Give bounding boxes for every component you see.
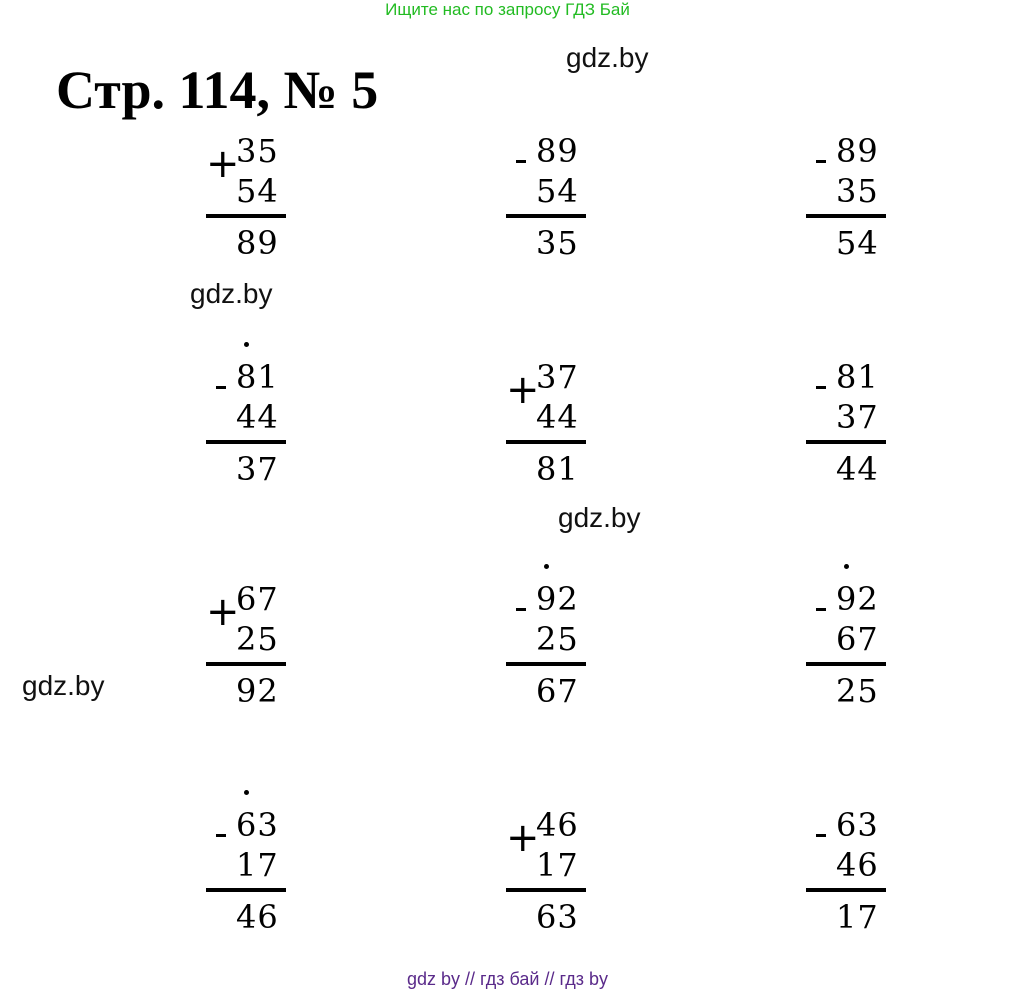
second-operand: 35 bbox=[836, 172, 879, 210]
sum-line bbox=[206, 662, 286, 666]
watermark: gdz.by bbox=[558, 502, 641, 533]
minus-sign bbox=[216, 386, 226, 389]
plus-sign: + bbox=[206, 589, 240, 635]
second-operand: 44 bbox=[236, 398, 279, 436]
minus-sign bbox=[816, 386, 826, 389]
second-operand: 17 bbox=[536, 846, 579, 884]
second-operand: 25 bbox=[236, 620, 279, 658]
first-operand: 81 bbox=[236, 358, 279, 396]
result-value: 37 bbox=[236, 450, 279, 488]
plus-sign: + bbox=[506, 367, 540, 413]
result-value: 46 bbox=[236, 898, 279, 936]
column-problem bbox=[806, 580, 916, 720]
first-operand: 89 bbox=[836, 132, 879, 170]
column-problem bbox=[806, 358, 916, 498]
sum-line bbox=[806, 888, 886, 892]
watermark: gdz.by bbox=[190, 278, 273, 309]
top-banner: Ищите нас по запросу ГДЗ Бай bbox=[385, 0, 630, 19]
first-operand: 37 bbox=[536, 358, 579, 396]
second-operand: 44 bbox=[536, 398, 579, 436]
second-operand: 25 bbox=[536, 620, 579, 658]
borrow-dot bbox=[244, 342, 249, 347]
sum-line bbox=[806, 440, 886, 444]
sum-line bbox=[206, 214, 286, 218]
first-operand: 92 bbox=[536, 580, 579, 618]
sum-line bbox=[206, 440, 286, 444]
column-problem bbox=[206, 580, 316, 720]
result-value: 25 bbox=[836, 672, 879, 710]
second-operand: 54 bbox=[236, 172, 279, 210]
borrow-dot bbox=[544, 564, 549, 569]
column-problem bbox=[506, 580, 616, 720]
first-operand: 92 bbox=[836, 580, 879, 618]
result-value: 63 bbox=[536, 898, 579, 936]
result-value: 67 bbox=[536, 672, 579, 710]
sum-line bbox=[506, 888, 586, 892]
column-problem bbox=[806, 132, 916, 272]
minus-sign bbox=[216, 834, 226, 837]
column-problem bbox=[806, 806, 916, 946]
watermark: gdz.by bbox=[22, 670, 105, 701]
borrow-dot bbox=[844, 564, 849, 569]
second-operand: 67 bbox=[836, 620, 879, 658]
footer-text: gdz by // гдз бай // гдз by bbox=[406, 969, 609, 989]
second-operand: 54 bbox=[536, 172, 579, 210]
watermark: gdz.by bbox=[566, 42, 649, 73]
first-operand: 89 bbox=[536, 132, 579, 170]
minus-sign bbox=[816, 608, 826, 611]
second-operand: 46 bbox=[836, 846, 879, 884]
column-problem bbox=[206, 132, 316, 272]
result-value: 54 bbox=[836, 224, 879, 262]
first-operand: 63 bbox=[836, 806, 879, 844]
first-operand: 46 bbox=[536, 806, 579, 844]
result-value: 92 bbox=[236, 672, 279, 710]
plus-sign: + bbox=[206, 141, 240, 187]
sum-line bbox=[506, 214, 586, 218]
result-value: 17 bbox=[836, 898, 879, 936]
sum-line bbox=[806, 214, 886, 218]
result-value: 81 bbox=[536, 450, 579, 488]
column-problem bbox=[506, 806, 616, 946]
minus-sign bbox=[816, 834, 826, 837]
first-operand: 81 bbox=[836, 358, 879, 396]
sum-line bbox=[506, 662, 586, 666]
minus-sign bbox=[516, 608, 526, 611]
minus-sign bbox=[816, 160, 826, 163]
plus-sign: + bbox=[506, 815, 540, 861]
sum-line bbox=[206, 888, 286, 892]
second-operand: 17 bbox=[236, 846, 279, 884]
column-problem bbox=[206, 358, 316, 498]
sum-line bbox=[506, 440, 586, 444]
result-value: 35 bbox=[536, 224, 579, 262]
first-operand: 35 bbox=[236, 132, 279, 170]
result-value: 89 bbox=[236, 224, 279, 262]
first-operand: 67 bbox=[236, 580, 279, 618]
column-problem bbox=[206, 806, 316, 946]
page-title: Стр. 114, № 5 bbox=[56, 60, 379, 120]
minus-sign bbox=[516, 160, 526, 163]
column-problem bbox=[506, 358, 616, 498]
result-value: 44 bbox=[836, 450, 879, 488]
sum-line bbox=[806, 662, 886, 666]
column-problem bbox=[506, 132, 616, 272]
second-operand: 37 bbox=[836, 398, 879, 436]
borrow-dot bbox=[244, 790, 249, 795]
first-operand: 63 bbox=[236, 806, 279, 844]
